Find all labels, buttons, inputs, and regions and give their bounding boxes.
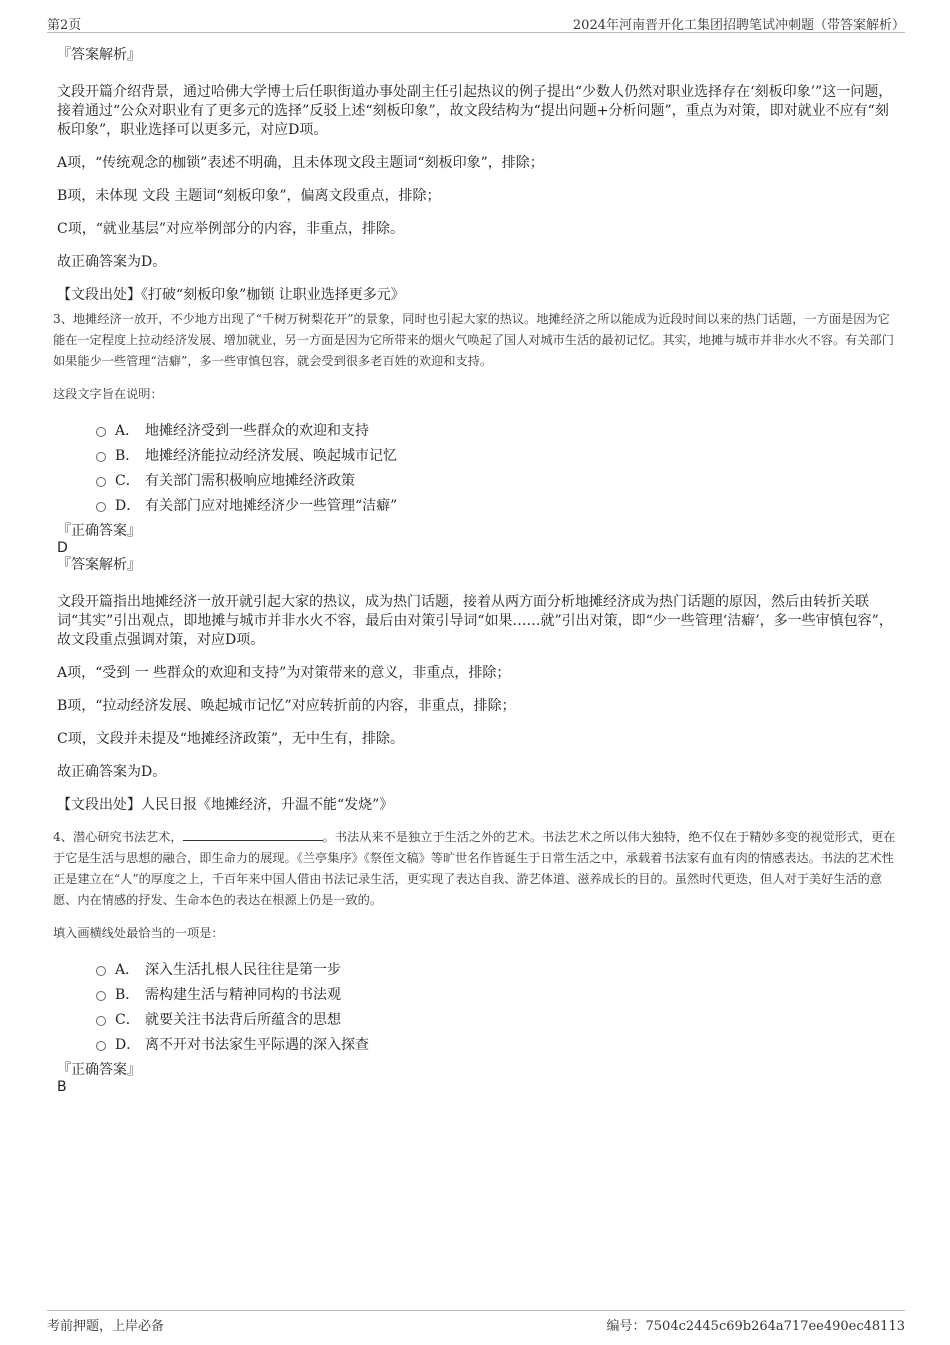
q2-analysis-option-b: B项，未体现 文段 主题词“刻板印象”，偏离文段重点，排除； bbox=[57, 188, 441, 204]
footer-serial: 编号：7504c2445c69b264a717ee490ec48113 bbox=[606, 1319, 905, 1334]
q3-option-b[interactable]: B． 地摊经济能拉动经济发展、唤起城市记忆 bbox=[57, 444, 897, 469]
q2-analysis-option-a: A项，“传统观念的枷锁”表述不明确，且未体现文段主题词“刻板印象”，排除； bbox=[57, 155, 544, 171]
q4-stem: 填入画横线处最恰当的一项是： bbox=[53, 926, 224, 940]
radio-icon[interactable] bbox=[96, 452, 106, 462]
q4-option-c[interactable]: C． 就要关注书法背后所蕴含的思想 bbox=[57, 1008, 897, 1033]
q3-option-d[interactable]: D． 有关部门应对地摊经济少一些管理“洁癖” bbox=[57, 494, 897, 519]
q3-option-c[interactable]: C． 有关部门需积极响应地摊经济政策 bbox=[57, 469, 897, 494]
q4-option-a[interactable]: A． 深入生活扎根人民往往是第一步 bbox=[57, 958, 897, 983]
q2-analysis-option-c: C项，“就业基层”对应举例部分的内容，非重点，排除。 bbox=[57, 221, 405, 237]
q3-conclusion: 故正确答案为D。 bbox=[57, 764, 167, 780]
radio-icon[interactable] bbox=[96, 966, 106, 976]
q4-option-d[interactable]: D． 离不开对书法家生平际遇的深入探查 bbox=[57, 1033, 897, 1058]
q2-source: 【文段出处】《打破“刻板印象”枷锁 让职业选择更多元》 bbox=[57, 287, 405, 303]
radio-icon[interactable] bbox=[96, 477, 106, 487]
q4-passage: 4、潜心研究书法艺术， 。书法从来不是独立于生活之外的艺术。书法艺术之所以伟大独特，绝不仅在于精妙多变的视觉形式，更在于它是生活与思想的融合，即生命力的展现。《兰亭集序》《祭侄文稿》等旷世名作皆诞生于日常生活之中，承载着书法家有血有肉的情感表达。书法的艺术性正是建立在“人”的厚度之上，千百年来中国人借由书法记录生活，更实现了表达自我、游艺体道、滋养成长的目的。虽然时代更迭，但人对于美好生活的意愿、内在情感的抒发、生命本色的表达在根源上仍是一致的。 bbox=[53, 830, 896, 907]
fill-in-blank bbox=[183, 828, 323, 841]
q4-option-b[interactable]: B． 需构建生活与精神同构的书法观 bbox=[57, 983, 897, 1008]
q2-analysis-text: 文段开篇介绍背景，通过哈佛大学博士后任职街道办事处副主任引起热议的例子提出“少数人仍然对职业选择存在‘刻板印象’”这一问题，接着通过“公众对职业有了更多元的选择”反驳上述“刻板印象”，故文段结构为“提出问题+分析问题”，重点为对策，即对就业不应有“刻板印象”，职业选择可以更多元，对应D项。 bbox=[57, 84, 893, 138]
page-header bbox=[47, 12, 905, 33]
q4-options bbox=[57, 958, 897, 1058]
page-content bbox=[53, 46, 897, 1096]
document-title: 2024年河南晋开化工集团招聘笔试冲刺题（带答案解析） bbox=[572, 18, 905, 33]
q3-option-a[interactable]: A． 地摊经济受到一些群众的欢迎和支持 bbox=[57, 419, 897, 444]
q3-analysis-label: 『答案解析』 bbox=[57, 557, 141, 573]
radio-icon[interactable] bbox=[96, 1016, 106, 1026]
radio-icon[interactable] bbox=[96, 427, 106, 437]
q3-answer: D bbox=[57, 540, 68, 556]
q3-answer-label: 『正确答案』 bbox=[57, 523, 141, 539]
q3-analysis-option-c: C项，文段并未提及“地摊经济政策”，无中生有，排除。 bbox=[57, 731, 405, 747]
q4-answer-label: 『正确答案』 bbox=[57, 1062, 141, 1078]
q2-analysis-label: 『答案解析』 bbox=[57, 47, 141, 63]
q3-passage: 3、地摊经济一放开，不少地方出现了“千树万树梨花开”的景象，同时也引起大家的热议。地摊经济之所以能成为近段时间以来的热门话题，一方面是因为它能在一定程度上拉动经济发展、增加就业，另一方面是因为它所带来的烟火气唤起了国人对城市生活的最初记忆。其实，地摊与城市并非水火不容。有关部门如果能少一些管理“洁癖”，多一些审慎包容，就会受到很多老百姓的欢迎和支持。 bbox=[53, 312, 894, 368]
radio-icon[interactable] bbox=[96, 502, 106, 512]
q4-answer: B bbox=[57, 1079, 67, 1095]
q3-source: 【文段出处】人民日报《地摊经济，升温不能“发烧”》 bbox=[57, 797, 394, 813]
footer-slogan: 考前押题，上岸必备 bbox=[47, 1319, 165, 1334]
page-number: 第2页 bbox=[47, 18, 82, 33]
q2-conclusion: 故正确答案为D。 bbox=[57, 254, 167, 270]
page-footer bbox=[47, 1310, 905, 1335]
q3-analysis-option-b: B项，“拉动经济发展、唤起城市记忆”对应转折前的内容，非重点，排除； bbox=[57, 698, 516, 714]
q3-options bbox=[57, 419, 897, 519]
radio-icon[interactable] bbox=[96, 1041, 106, 1051]
q3-analysis-text: 文段开篇指出地摊经济一放开就引起大家的热议，成为热门话题，接着从两方面分析地摊经济成为热门话题的原因，然后由转折关联词“其实”引出观点，即地摊与城市并非水火不容，最后由对策引导词“如果……就”引出对策，即“少一些管理‘洁癖’，多一些审慎包容”，故文段重点强调对策，对应D项。 bbox=[57, 594, 893, 648]
radio-icon[interactable] bbox=[96, 991, 106, 1001]
q3-analysis-option-a: A项，“受到 一 些群众的欢迎和支持”为对策带来的意义，非重点，排除； bbox=[57, 665, 511, 681]
q3-stem: 这段文字旨在说明： bbox=[53, 387, 163, 401]
